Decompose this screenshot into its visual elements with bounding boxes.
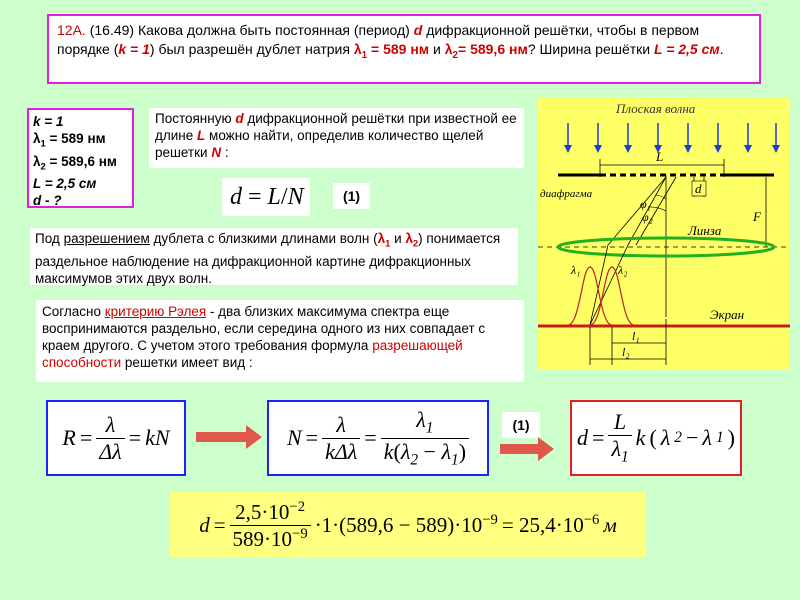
- rayleigh-link[interactable]: критерию Рэлея: [104, 304, 207, 319]
- phi1-label: φ₁: [640, 197, 651, 211]
- lambda1-curve-label: λ₁: [571, 263, 581, 277]
- intro-box: [149, 108, 524, 168]
- diaphragm-label: диафрагма: [540, 188, 593, 200]
- intro-text-b: дифракционной решётки при известной ее длине: [155, 111, 517, 143]
- resolution-and: и: [394, 231, 402, 246]
- diffraction-diagram: [538, 97, 790, 370]
- equation-N: N = $\frac{\lambda}{\text{kΔλ}}$ = $\frac{\lambda_1}{k(\lambda_2 - \lambda_1)}$: [267, 400, 489, 476]
- equation-R: R = $\frac{\lambda}{\Delta\lambda}$ = kN: [46, 400, 186, 476]
- intro-var-d: d: [235, 111, 244, 126]
- l1-label: l₁: [632, 329, 640, 343]
- resolution-text-a: Под: [35, 231, 60, 246]
- problem-text-b: дифракционной решётки, чтобы в первом порядке (: [57, 22, 700, 57]
- final-calculation: d = $\frac{2,5\cdot 10^{-2}}{589\cdot 10^{-9}}$ $\cdot 1\cdot(589,6 - 589)\cdot 10^{-9}$ = $25,4\cdot 10^{-6}$ м: [170, 492, 646, 558]
- intro-text-a: Постоянную: [155, 111, 232, 126]
- resolution-l1: $\lambda_1$: [377, 231, 391, 250]
- given-lambda1: $\lambda_1 = 589$ нм: [33, 131, 106, 150]
- problem-var-d: d: [413, 22, 423, 38]
- equation-d: d = $\frac{L}{\lambda_1}$ k ( λ 2 − λ 1 ): [570, 400, 742, 476]
- intro-text-d: :: [224, 145, 229, 160]
- formula-label-1: (1): [333, 183, 370, 209]
- problem-text-c: ) был разрешён дублет натрия: [149, 41, 350, 57]
- rayleigh-text-c: решетки имеет вид :: [124, 355, 253, 370]
- problem-text-a: Какова должна быть постоянная (период): [137, 22, 410, 38]
- resolution-text-c: ) понимается раздельное наблюдение на дифракционной картине дифракционных максимумов этих двух волн.: [35, 231, 501, 286]
- resolution-box: [30, 228, 518, 285]
- formula-d-LN: d = L/N: [222, 178, 310, 216]
- diagram-background: [538, 97, 790, 370]
- problem-lambda1: $\lambda_1 = 589$ нм: [353, 41, 430, 61]
- problem-width: L = 2,5 см: [654, 41, 720, 57]
- arrow-2: [500, 444, 540, 454]
- phi2-label: φ₂: [642, 210, 653, 224]
- rayleigh-box: [36, 300, 524, 382]
- problem-k: k = 1: [118, 41, 150, 57]
- given-box: [27, 108, 134, 208]
- intro-var-L: L: [197, 128, 206, 143]
- resolution-text-b: дублета с близкими длинами волн (: [153, 231, 378, 246]
- rayleigh-text-a: Согласно: [42, 304, 101, 319]
- problem-box: [47, 14, 761, 84]
- lambda2-curve-label: λ₂: [618, 263, 628, 277]
- given-d: d - ?: [33, 193, 62, 209]
- arrow-1: [196, 432, 248, 442]
- resolution-l2: $\lambda_2$: [405, 231, 419, 250]
- problem-number: 12А.: [57, 22, 86, 38]
- problem-ref: (16.49): [89, 22, 135, 38]
- rayleigh-highlight: разрешающей способности: [42, 338, 463, 370]
- rayleigh-text-b: - два близких максимума спектра еще воспринимаются раздельно, если середина одного из них совпадает с краем другого. С учетом этого требования формула: [42, 304, 486, 353]
- intro-var-N: N: [211, 145, 222, 160]
- F-label: F: [753, 209, 761, 224]
- given-L: L = 2,5 см: [33, 176, 97, 192]
- L-label: L: [656, 149, 664, 164]
- given-k: k = 1: [33, 114, 64, 129]
- plane-wave-label: Плоская волна: [616, 101, 696, 116]
- given-lambda2: $\lambda_2 = 589,6$ нм: [33, 153, 117, 173]
- l2-label: l₂: [622, 345, 630, 359]
- problem-end: .: [719, 41, 724, 57]
- problem-lambda2: $\lambda_2= 589,6$ нм: [444, 41, 528, 61]
- problem-and: и: [433, 41, 441, 57]
- d-label: d: [695, 181, 702, 196]
- label-ref-1: (1): [502, 412, 540, 438]
- resolution-link[interactable]: разрешением: [63, 231, 150, 246]
- lens-label: Линза: [688, 223, 722, 238]
- screen-label: Экран: [710, 307, 745, 322]
- problem-text-d: ? Ширина решётки: [527, 41, 651, 57]
- intro-text-c: можно найти, определив количество щелей решетки: [155, 128, 484, 160]
